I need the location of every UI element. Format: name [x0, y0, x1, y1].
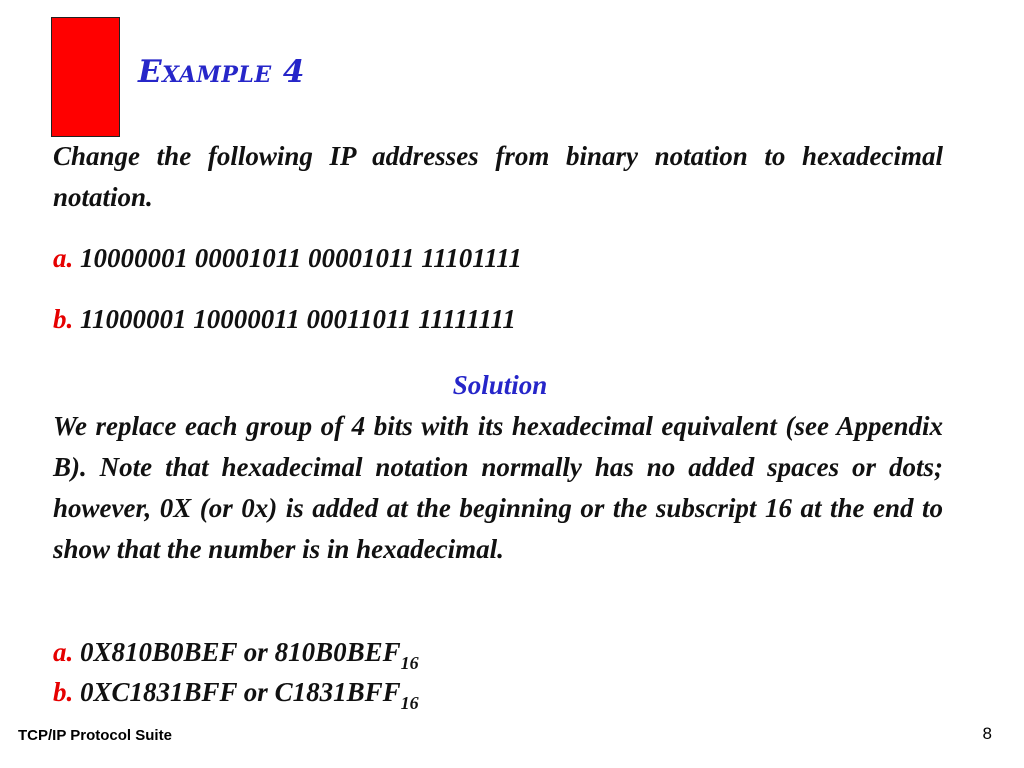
answer-a [53, 632, 419, 672]
solution-text: We replace each group of 4 bits with its hexadecimal equivalent (see Appendix B). Note that hexadecimal notation normally has no added spaces or dots; however, 0X (or 0x) is added at the beginning or the subscript 16 at the end to show that the number is in hexadecimal. [53, 411, 943, 564]
question-item-b [53, 299, 516, 339]
page-number: 8 [982, 724, 992, 743]
answer-text: 0XC1831BFF or C1831BFF [80, 677, 401, 707]
item-text: 11000001 10000011 00011011 11111111 [80, 304, 516, 334]
answer-label: b. [53, 677, 74, 707]
answer-b [53, 672, 419, 712]
item-label: b. [53, 304, 74, 334]
item-label: a. [53, 243, 74, 273]
answer-subscript: 16 [400, 653, 419, 673]
answer-subscript: 16 [400, 693, 419, 713]
question-text: Change the following IP addresses from binary notation to hexadecimal notation. [53, 141, 943, 212]
item-text: 10000001 00001011 00001011 11101111 [80, 243, 522, 273]
solution-heading: Solution [452, 370, 548, 400]
slide-title: Example 4 [138, 54, 305, 90]
question-item-a [53, 238, 522, 278]
answer-label: a. [53, 637, 74, 667]
footer-text: TCP/IP Protocol Suite [18, 727, 172, 744]
accent-bar [51, 17, 120, 137]
answer-text: 0X810B0BEF or 810B0BEF [80, 637, 401, 667]
